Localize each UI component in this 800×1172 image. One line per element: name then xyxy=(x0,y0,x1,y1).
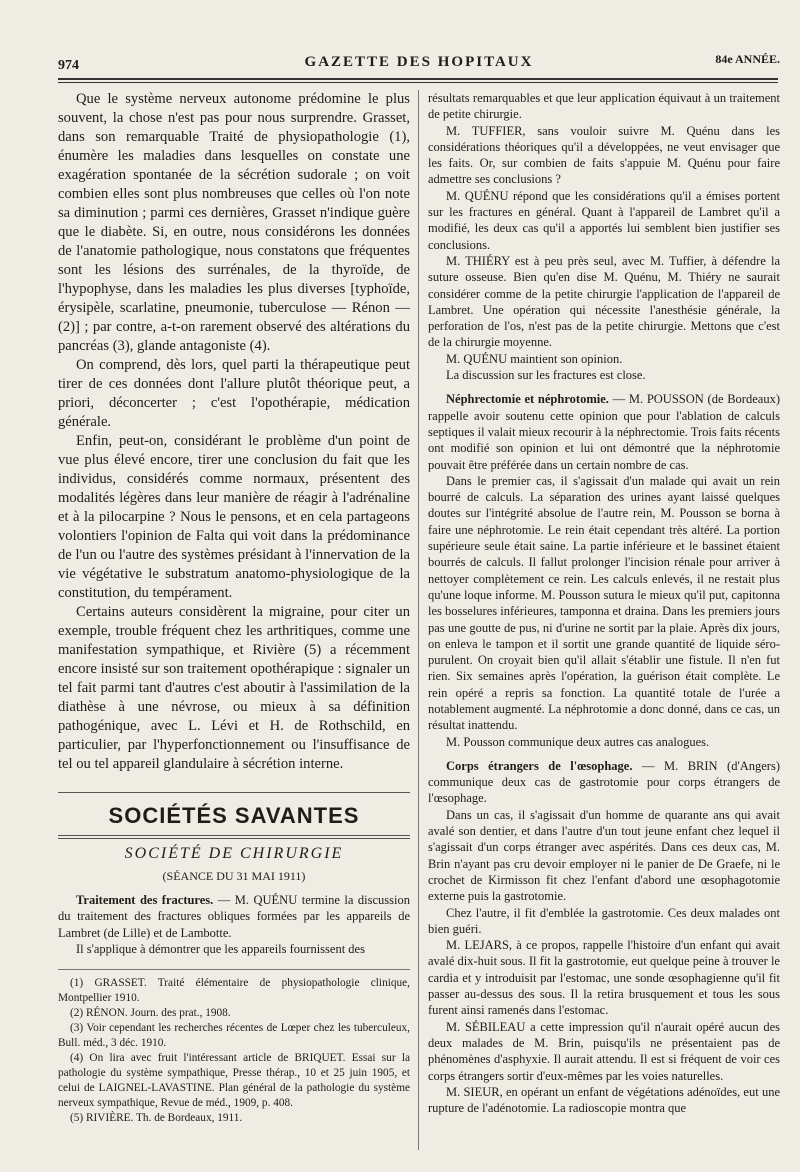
paragraph: M. THIÉRY est à peu près seul, avec M. Tuffier, à défendre la suture osseuse. Bien qu'en dise M. Quénu, M. Thiéry ne saurait considérer comme de la petite chirurgie l'application de l'appareil de Lambret. Une opération qui nécessite l'anesthésie générale, la perforation de l'os, n'est pas de la petite chirurgie. Mettons que c'est de la chirurgie moyenne. xyxy=(428,253,780,350)
footnote: (5) RIVIÈRE. Th. de Bordeaux, 1911. xyxy=(70,1112,243,1125)
session-date: (SÉANCE DU 31 MAI 1911) xyxy=(162,869,306,883)
paragraph: Dans un cas, il s'agissait d'un homme de quarante ans qui avait avalé son dentier, et dans l'autre d'un tout jeune enfant chez lequel il s'agissait d'un corps étranger avec aspérités. Dans ces deux cas, M. Brin n'ayant pas cru devoir employer ni le panier de De Graefe, ni le crochet de Kirmisson fit chez l'enfant d'abord une œsophagotomie externe puis la gastrotomie. xyxy=(428,807,780,904)
paragraph: Chez l'autre, il fit d'emblée la gastrotomie. Ces deux malades ont bien guéri. xyxy=(428,905,780,936)
society-name: SOCIÉTÉ DE CHIRURGIE xyxy=(124,845,344,862)
section-title: SOCIÉTÉS SAVANTES xyxy=(108,803,360,828)
footnote: (3) Voir cependant les recherches récentes de Lœper chez les tuberculeux, Bull. méd., 3 déc. 1910. xyxy=(58,1022,410,1050)
paragraph: La discussion sur les fractures est close. xyxy=(446,368,646,383)
subsection-heading: Traitement des fractures. xyxy=(76,893,214,907)
section-divider xyxy=(58,835,410,839)
paragraph: On comprend, dès lors, quel parti la thérapeutique peut tirer de ces données dont l'allure plutôt théorique peut, a priori, déconcerter ; c'est l'opothérapie, médication générale. xyxy=(58,357,410,430)
section-divider xyxy=(58,780,410,793)
paragraph: résultats remarquables et que leur application équivaut à un traitement de petite chirurgie. xyxy=(428,91,780,122)
paragraph: M. SIEUR, en opérant un enfant de végétations adénoïdes, eut une rupture de l'adénotomie. La radioscopie montra que xyxy=(428,1084,780,1116)
paragraph: Dans le premier cas, il s'agissait d'un malade qui avait un rein bourré de calculs. La séparation des urines ayant laissé quelques doutes sur l'intégrité absolue de l'autre rein, M. Pousson se borna à faire une néphrotomie. Le rein était cependant très altéré. La portion supérieure seule était saine. La partie inférieure et le bassinet étaient bourrés de calculs. Il fallut prolonger l'incision rénale pour arriver à nettoyer complètement ce rein. Les calculs enlevés, il ne restait plus qu'une loque informe. M. Pousson sutura le mieux qu'il put, capitonna les bosselures inférieures, tamponna et draina. Dans les premiers jours pas une goutte de pus, ni d'urine ne sortit par la plaie. Après dix jours, on enleva le tampon et il sortit une grande quantité de liquide séro-purulent. On croyait bien qu'il allait s'établir une fistule. Il n'en fut rien. Six semaines après l'opération, la guérison était complète. Le rein opéré a repris sa fonction. La quantité totale de l'urée a notablement augmenté. La néphrotomie a donc donné, dans ce cas, un résultat inattendu. xyxy=(428,473,780,733)
journal-title: GAZETTE DES HOPITAUX xyxy=(304,54,534,70)
footnote: (2) RÉNON. Journ. des prat., 1908. xyxy=(70,1007,231,1020)
header-rule xyxy=(58,78,778,83)
paragraph: Enfin, peut-on, considérant le problème d'un point de vue plus élevé encore, tirer une conclusion du fait que les individus, considérés comme normaux, présentent des modalités légères dans leur manière de réagir à l'adrénaline et à la pilocarpine ? Nous le pensons, et en cela partageons volontiers l'opinion de Falta qui voit dans la prédominance de l'un ou l'autre des systèmes présidant à l'innervation de la vie végétative le substratum anatomo-physiologique de la constitution, du tempérament. xyxy=(58,433,410,601)
left-column xyxy=(58,90,410,1126)
footnote: (1) GRASSET. Traité élémentaire de physiopathologie clinique, Montpellier 1910. xyxy=(58,977,410,1005)
paragraph: Corps étrangers de l'œsophage. — M. BRIN (d'Angers) communique deux cas de gastrotomie pour corps étrangers de l'œsophage. xyxy=(428,758,780,806)
page-number: 974 xyxy=(58,58,79,73)
subsection-heading: Néphrectomie et néphrotomie. xyxy=(446,392,609,407)
paragraph: Traitement des fractures. — M. QUÉNU termine la discussion du traitement des fractures obliques formées par les appareils de Lambret (de Lille) et de Lambotte. xyxy=(58,893,410,940)
year-label: 84e ANNÉE. xyxy=(715,52,780,66)
paragraph: Il s'applique à démontrer que les appareils fournissent des xyxy=(76,941,365,956)
paragraph: M. LEJARS, à ce propos, rappelle l'histoire d'un enfant qui avait avalé dix-huit sous. Il fit la gastrotomie, eut quelque peine à trouver le cardia et y introduisit par l'estomac, une sonde œsophagienne qu'il fit passer au-dessus des sous. Il la retira brusquement et tous les sous furent ainsi ramenés dans l'estomac. xyxy=(428,938,780,1018)
page-header xyxy=(58,50,780,74)
paragraph: M. TUFFIER, sans vouloir suivre M. Quénu dans les considérations théoriques qu'il a développées, ne veut envisager que les faits. Or, sur combien de faits s'appuie M. Quénu pour faire admettre ses conclusions ? xyxy=(428,123,780,187)
subsection-heading: Corps étrangers de l'œsophage. xyxy=(446,758,633,773)
paragraph: M. QUÉNU maintient son opinion. xyxy=(446,351,623,366)
column-rule xyxy=(418,90,419,1150)
footnotes xyxy=(58,969,410,1126)
paragraph: Certains auteurs considèrent la migraine, pour citer un exemple, trouble fréquent chez les arthritiques, comme une manifestation sympathique, et Rivière (5) a récemment encore insisté sur son traitement opothérapique : signaler un tel fait parmi tant d'autres c'est aboutir à l'assimilation de la diathèse à une névrose, ou mieux à sa définition pathogénique, avec L. Lévi et H. de Rothschild, en particulier, par l'hyperfonctionnement ou l'insuffisance de tel ou tel appareil glandulaire à sécrétion interne. xyxy=(58,604,410,772)
right-column xyxy=(428,90,780,1116)
footnote: (4) On lira avec fruit l'intéressant article de BRIQUET. Essai sur la pathologie du système sympathique, Presse thérap., 10 et 25 juin 1905, et celui de LAIGNEL-LAVASTINE. Plan général de la pathologie du système nerveux sympathique, Revue de méd., 1909, p. 408. xyxy=(58,1052,410,1110)
paragraph: Que le système nerveux autonome prédomine le plus souvent, la chose n'est pas pour nous surprendre. Grasset, dans son remarquable Traité de physiopathologie (1), énumère les maladies dans lesquelles on constate une exagération spontanée de la sécrétion sudorale ; on voit combien elles sont plus nombreuses que celles où l'on note sa diminution ; parmi ces dernières, Grasset n'indique guère que le diabète. Si, en outre, nous considérons les données de l'anatomie pathologique, nous constatons que fréquentes sont les lésions des surrénales, de la thyroïde, de l'hypophyse, dans les maladies les plus diverses [typhoïde, érysipèle, scarlatine, pneumonie, tuberculose — Rénon — (2)] ; par contre, a-t-on rarement observé des altérations du pancréas (3), glande antagoniste (4). xyxy=(58,91,410,354)
paragraph: M. QUÉNU répond que les considérations qu'il a émises portent sur les fractures en général. Quant à l'appareil de Lambret qu'il a modifié, les deux cas qu'il a apportés lui semblent bien justifier ses conclusions. xyxy=(428,188,780,252)
paragraph: M. SÉBILEAU a cette impression qu'il n'aurait opéré aucun des deux malades de M. Brin, puisqu'ils ne présentaient pas de phénomènes d'asphyxie. Il aurait attendu. Il est si fréquent de voir ces corps étrangers sortir d'eux-mêmes par les voies naturelles. xyxy=(428,1019,780,1083)
paragraph: Néphrectomie et néphrotomie. — M. POUSSON (de Bordeaux) rappelle avoir soutenu cette opinion que pour l'ablation de calculs septiques il valait mieux recourir à la néphrectomie. Trois faits récents ont modifié son opinion et lui ont démontré que la néphrotomie pouvait être préférée dans un certain nombre de cas. xyxy=(428,392,780,472)
paragraph: M. Pousson communique deux autres cas analogues. xyxy=(446,734,710,749)
